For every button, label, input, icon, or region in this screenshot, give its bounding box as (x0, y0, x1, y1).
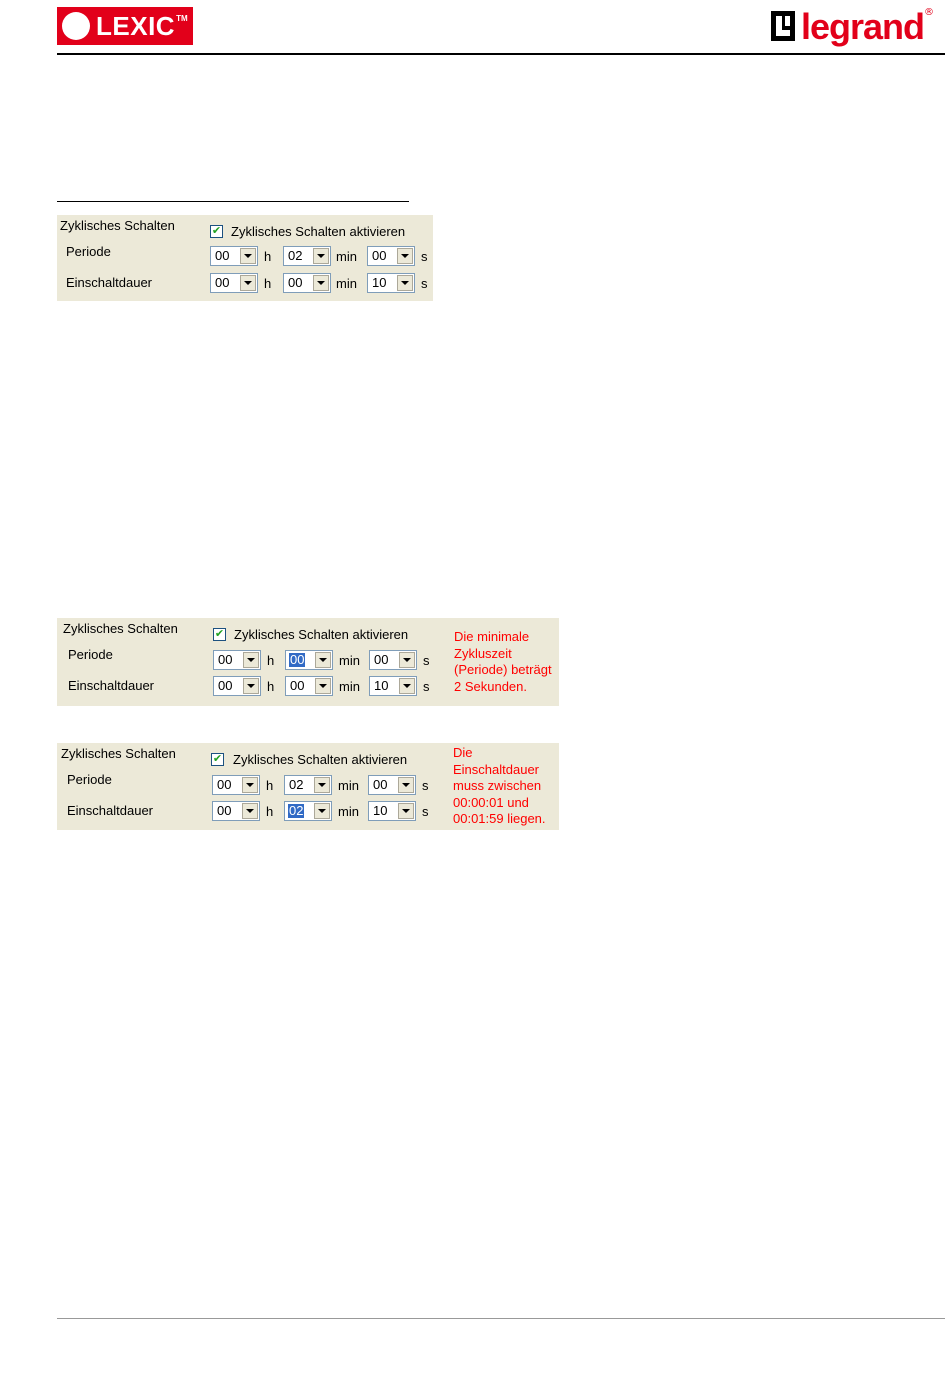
on-duration-minutes-value-selected: 02 (289, 803, 304, 818)
dropdown-arrow-icon[interactable] (240, 248, 256, 264)
hours-unit: h (267, 653, 275, 668)
period-hours-select[interactable] (210, 246, 258, 266)
on-duration-hours-value: 00 (217, 803, 232, 818)
lexic-logo-text: LEXIC (96, 10, 176, 41)
period-seconds-select[interactable] (369, 650, 417, 670)
enable-cyclic-checkbox[interactable] (210, 225, 223, 238)
on-duration-seconds-value: 10 (372, 275, 387, 290)
minutes-unit: min (336, 249, 357, 264)
period-hours-select[interactable] (213, 650, 261, 670)
dropdown-arrow-icon[interactable] (240, 275, 256, 291)
on-duration-hours-select[interactable] (212, 801, 260, 821)
on-duration-hours-select[interactable] (210, 273, 258, 293)
on-duration-label: Einschaltdauer (66, 275, 152, 290)
hours-unit: h (264, 276, 272, 291)
dropdown-arrow-icon[interactable] (243, 678, 259, 694)
enable-cyclic-label[interactable]: Zyklisches Schalten aktivieren (233, 752, 408, 767)
seconds-unit: s (422, 804, 429, 819)
period-hours-select[interactable] (212, 775, 260, 795)
on-duration-hours-value: 00 (215, 275, 230, 290)
minutes-unit: min (339, 653, 360, 668)
minutes-unit: min (336, 276, 357, 291)
on-duration-minutes-value: 00 (290, 678, 305, 693)
dropdown-arrow-icon[interactable] (315, 678, 331, 694)
cyclic-switching-panel-1 (57, 215, 433, 301)
group-label: Zyklisches Schalten (61, 746, 176, 761)
cyclic-switching-panel-2 (57, 618, 559, 706)
error-line: 00:00:01 und (453, 794, 529, 810)
period-seconds-select[interactable] (367, 246, 415, 266)
dropdown-arrow-icon[interactable] (398, 803, 414, 819)
cyclic-switching-panel-3 (57, 743, 559, 830)
error-line: Die minimale (454, 629, 530, 644)
lexic-logo (57, 7, 193, 45)
on-duration-minutes-select[interactable] (283, 273, 331, 293)
period-seconds-value: 00 (374, 652, 389, 667)
dropdown-arrow-icon[interactable] (399, 652, 415, 668)
period-label: Periode (68, 647, 113, 662)
period-label: Periode (67, 772, 112, 787)
header-divider (57, 53, 945, 55)
group-label: Zyklisches Schalten (63, 621, 178, 636)
period-minutes-value: 02 (289, 777, 304, 792)
error-line: muss zwischen (453, 778, 542, 793)
enable-cyclic-label[interactable]: Zyklisches Schalten aktivieren (234, 627, 409, 642)
on-duration-seconds-select[interactable] (369, 676, 417, 696)
hours-unit: h (266, 778, 274, 793)
hours-unit: h (266, 804, 274, 819)
lexic-logo-trademark: TM (176, 14, 188, 23)
period-minutes-select[interactable] (283, 246, 331, 266)
checkmark-icon: ✔ (214, 628, 225, 640)
period-hours-value: 00 (215, 248, 230, 263)
period-seconds-value: 00 (373, 777, 388, 792)
legrand-registered-mark: ® (924, 7, 935, 18)
error-line: 2 Sekunden. (454, 678, 528, 694)
on-duration-label: Einschaltdauer (68, 678, 154, 693)
dropdown-arrow-icon[interactable] (242, 777, 258, 793)
seconds-unit: s (421, 249, 428, 264)
dropdown-arrow-icon[interactable] (398, 777, 414, 793)
error-line: Zykluszeit (454, 645, 512, 661)
enable-cyclic-checkbox[interactable] (213, 628, 226, 641)
on-duration-label: Einschaltdauer (67, 803, 153, 818)
group-label: Zyklisches Schalten (60, 218, 175, 233)
dropdown-arrow-icon[interactable] (242, 803, 258, 819)
dropdown-arrow-icon[interactable] (314, 803, 330, 819)
period-minutes-select[interactable] (284, 775, 332, 795)
error-line: Einschaltdauer (453, 761, 539, 777)
period-minutes-value: 02 (288, 248, 303, 263)
on-duration-seconds-select[interactable] (367, 273, 415, 293)
minutes-unit: min (339, 679, 360, 694)
dropdown-arrow-icon[interactable] (397, 275, 413, 291)
seconds-unit: s (423, 679, 430, 694)
legrand-logo-text: legrand (801, 6, 925, 47)
seconds-unit: s (421, 276, 428, 291)
period-minutes-select[interactable] (285, 650, 333, 670)
hours-unit: h (267, 679, 275, 694)
lexic-logo-dot-icon (62, 12, 90, 40)
minutes-unit: min (338, 778, 359, 793)
section-divider (57, 201, 409, 202)
error-line: (Periode) beträgt (454, 662, 552, 677)
on-duration-minutes-value: 00 (288, 275, 303, 290)
enable-cyclic-checkbox[interactable] (211, 753, 224, 766)
period-seconds-value: 00 (372, 248, 387, 263)
dropdown-arrow-icon[interactable] (315, 652, 331, 668)
period-label: Periode (66, 244, 111, 259)
period-minutes-value-selected: 00 (290, 652, 305, 667)
on-duration-hours-select[interactable] (213, 676, 261, 696)
dropdown-arrow-icon[interactable] (243, 652, 259, 668)
on-duration-hours-value: 00 (218, 678, 233, 693)
minutes-unit: min (338, 804, 359, 819)
dropdown-arrow-icon[interactable] (313, 275, 329, 291)
dropdown-arrow-icon[interactable] (399, 678, 415, 694)
on-duration-minutes-select[interactable] (285, 676, 333, 696)
dropdown-arrow-icon[interactable] (397, 248, 413, 264)
validation-error-message (454, 629, 558, 695)
seconds-unit: s (422, 778, 429, 793)
on-duration-seconds-value: 10 (374, 678, 389, 693)
period-hours-value: 00 (217, 777, 232, 792)
checkmark-icon: ✔ (212, 753, 223, 765)
footer-divider (57, 1318, 945, 1319)
enable-cyclic-label[interactable]: Zyklisches Schalten aktivieren (231, 224, 406, 239)
legrand-logo (771, 5, 943, 49)
on-duration-minutes-select[interactable] (284, 801, 332, 821)
hours-unit: h (264, 249, 272, 264)
on-duration-seconds-value: 10 (373, 803, 388, 818)
error-line: Die (453, 745, 473, 760)
legrand-mark-icon (771, 11, 795, 41)
dropdown-arrow-icon[interactable] (314, 777, 330, 793)
period-seconds-select[interactable] (368, 775, 416, 795)
error-line: 00:01:59 liegen. (453, 811, 546, 826)
on-duration-seconds-select[interactable] (368, 801, 416, 821)
seconds-unit: s (423, 653, 430, 668)
checkmark-icon: ✔ (211, 225, 222, 237)
dropdown-arrow-icon[interactable] (313, 248, 329, 264)
validation-error-message (453, 745, 558, 828)
period-hours-value: 00 (218, 652, 233, 667)
